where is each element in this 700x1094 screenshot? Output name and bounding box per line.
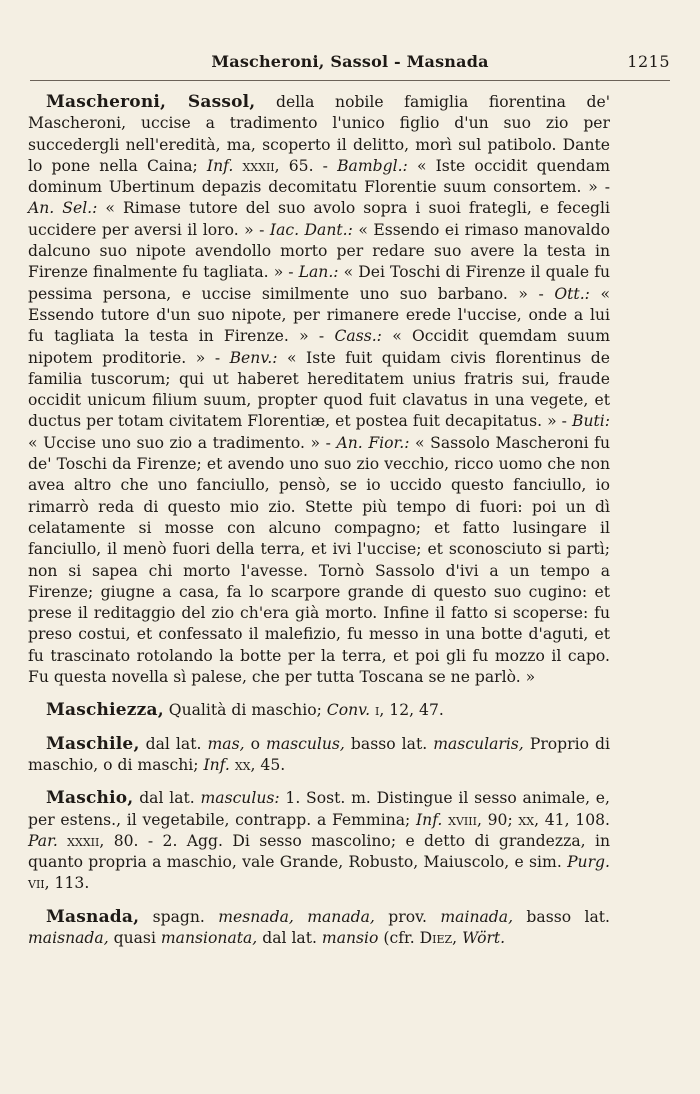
page-number: 1215	[627, 52, 670, 71]
definition-text: , 90;	[476, 810, 519, 829]
citation-text: Bambgl.:	[337, 156, 408, 175]
definition-text: « Occidit quemdam suum nipotem proditorie. » -	[28, 327, 610, 367]
definition-text: dal lat.	[133, 789, 201, 808]
reference-numeral: xxxii	[57, 831, 100, 850]
entry-masnada	[28, 907, 610, 950]
definition-text: della nobile famiglia fiorentina de' Mascheroni, uccise a tradimento l'unico figlio d'un suo zio per succedergli nell'eredità, ma, scoperto il delitto, morì sul patibolo. Dante lo pone nella Caina;	[28, 93, 610, 175]
citation-text: mainada,	[440, 907, 514, 926]
definition-text: o	[244, 734, 267, 753]
definition-text: ,	[452, 928, 463, 947]
citation-text: Ott.:	[554, 284, 590, 303]
definition-text: , 80. - 2. Agg. Di sesso mascolino; e detto di grandezza, in quanto propria a maschio, vale Grande, Robusto, Maiuscolo, e sim.	[28, 831, 610, 872]
citation-text: Cass.:	[334, 327, 382, 346]
citation-text: Conv.	[326, 701, 371, 720]
definition-text: « Dei Toschi di Firenze il quale fu pessima persona, e uccise similmente uno suo barbano. » -	[28, 263, 611, 303]
citation-text: Iac. Dant.:	[269, 220, 353, 239]
citation-text: Inf.	[203, 755, 230, 774]
citation-text: Inf.	[416, 810, 443, 829]
definition-text: , 12, 47.	[379, 701, 444, 720]
definition-text: dal lat.	[257, 928, 322, 947]
citation-text: Wört.	[462, 928, 506, 947]
citation-text: Inf.	[206, 156, 234, 175]
definition-text: Proprio di maschio, o di maschi;	[28, 734, 610, 774]
definition-text: « Essendo tutore d'un suo nipote, per rimanere erede l'uccise, onde a lui fu tagliata la testa in Firenze. » -	[28, 284, 611, 346]
entries-column	[28, 92, 610, 949]
running-header	[30, 50, 670, 81]
citation-text: Benv.:	[229, 348, 278, 367]
entry-maschiezza	[28, 700, 610, 721]
citation-text: Purg.	[567, 853, 610, 872]
reference-numeral: i	[370, 701, 380, 720]
definition	[28, 93, 610, 686]
definition-text: , 65. -	[274, 156, 338, 175]
headword: Maschiezza,	[46, 700, 164, 721]
definition-text: , 41, 108.	[534, 810, 610, 829]
definition-text: quasi	[108, 928, 161, 947]
definition-text: , 45.	[250, 755, 286, 774]
definition-text: Qualità di maschio;	[163, 701, 327, 720]
definition	[164, 701, 444, 719]
definition-text: « Iste fuit quidam civis florentinus de familia tuscorum; qui ut haberet hereditatem unius fratris sui, fraude occidit unicum filium suum, propter quod fuit clavatus in una vegete, et ductus per totam civitatem Florentiæ, et postea fuit decapitatus. » -	[28, 348, 610, 431]
citation-text: An. Fior.:	[336, 433, 410, 452]
citation-text: masculus,	[266, 734, 345, 753]
reference-numeral: xx	[229, 755, 251, 774]
definition-text: dal lat.	[139, 734, 208, 753]
headword: Mascheroni, Sassol,	[46, 92, 256, 112]
definition-text: basso lat.	[513, 907, 610, 926]
citation-text: mansio	[321, 928, 379, 947]
definition-text: « Rimase tutore del suo avolo sopra i suoi frategli, e fecegli uccidere per aversi il loro. » -	[28, 199, 611, 239]
citation-text: mas,	[207, 734, 245, 753]
definition-text: prov.	[374, 907, 441, 926]
citation-text: mascularis,	[433, 734, 524, 753]
running-title: Mascheroni, Sassol - Masnada	[211, 52, 489, 71]
reference-numeral: xxxii	[233, 156, 275, 175]
definition-text: « Uccise uno suo zio a tradimento. » -	[28, 433, 337, 452]
reference-numeral: Diez	[419, 928, 453, 947]
headword: Masnada,	[46, 906, 140, 927]
definition-text: « Iste occidit quendam dominum Ubertinum depazis decomitatu Florentie suum consortem. » -	[28, 156, 611, 197]
citation-text: mansionata,	[160, 928, 258, 947]
citation-text: Lan.:	[298, 263, 339, 282]
reference-numeral: xviii	[442, 810, 477, 829]
citation-text: Buti:	[571, 412, 610, 431]
citation-text: maisnada,	[28, 928, 109, 947]
entry-maschio	[28, 788, 610, 894]
entry-maschile	[28, 734, 610, 777]
reference-numeral: xx	[518, 810, 535, 829]
citation-text: An. Sel.:	[28, 199, 98, 218]
headword: Maschio,	[46, 788, 134, 809]
definition-text: basso lat.	[344, 734, 434, 753]
reference-numeral: vii	[28, 874, 45, 893]
headword: Maschile,	[46, 733, 140, 754]
definition-text: , 113.	[44, 874, 90, 893]
citation-text: Par.	[28, 831, 58, 850]
definition-text: 1. Sost. m. Distingue il sesso animale, e, per estens., il vegetabile, contrapp. a Femmina;	[28, 789, 610, 829]
definition-text: spagn.	[139, 907, 219, 926]
citation-text: masculus:	[200, 789, 280, 808]
citation-text: mesnada, manada,	[218, 907, 375, 926]
definition-text: « Essendo ei rimaso manovaldo dalcuno suo nipote avendollo morto per redare suo avere la testa in Firenze finalmente fu tagliata. » -	[28, 220, 610, 282]
definition-text: (cfr.	[378, 928, 420, 947]
definition-text: « Sassolo Mascheroni fu de' Toschi da Firenze; et avendo uno suo zio vecchio, ricco uomo che non avea altro che uno fanciullo, pensò, se io uccido questo fanciullo, io rimarrò reda di questo mio zio. Stette più tempo di fuori: poi un dì celatamente si mosse con alcuno compagno; et fatto lusingare il fanciullo, il menò fuori della terra, et ivi l'uccise; et sconosciuto si partì; non si sapea chi morto l'avesse. Tornò Sassolo d'ivi a un tempo a Firenze; giugne a casa, fa lo scarpore grande di questo suo cugino: et prese il reditaggio del zio ch'era già morto. Infine il fatto si scoperse: fu preso costui, et confessato il malefizio, fu messo in una botte d'aguti, et fu trascinato rotolando la botte per la terra, et poi gli fu mozzo il capo. Fu questa novella sì palese, che per tutta Toscana se ne parlò. »	[28, 433, 610, 687]
entry-mascheroni	[28, 92, 610, 688]
